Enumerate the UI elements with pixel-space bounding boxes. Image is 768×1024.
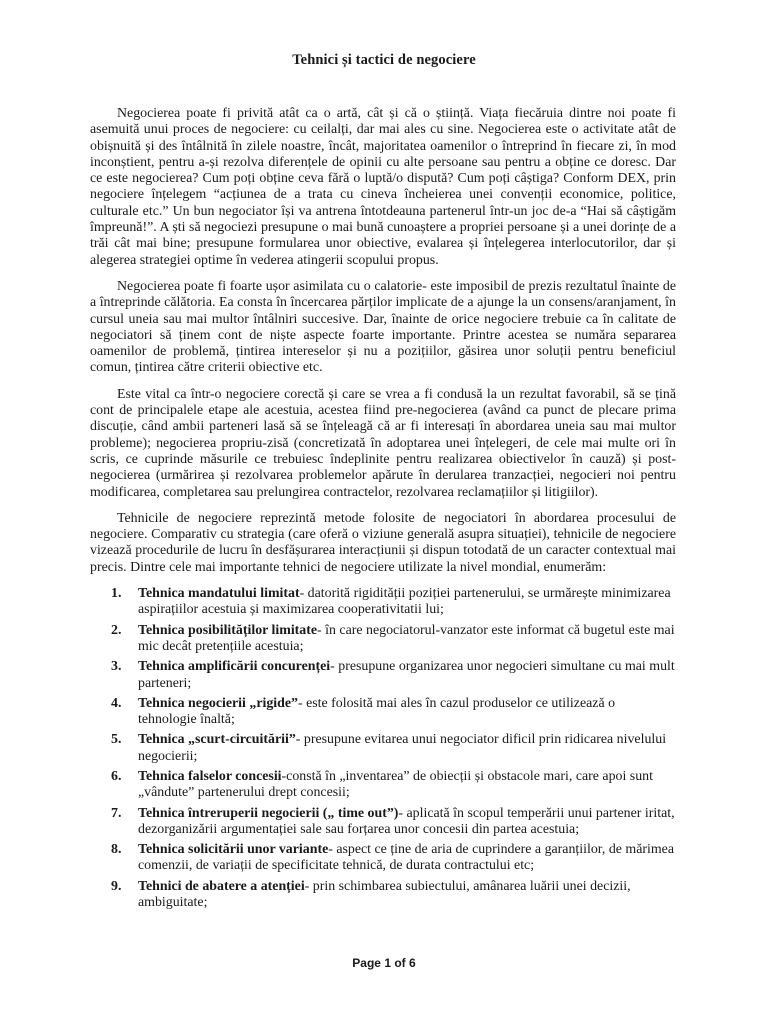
of-word: of — [394, 956, 406, 970]
document-title: Tehnici și tactici de negociere — [292, 52, 476, 68]
list-item — [111, 586, 676, 619]
list-item-number: 1. — [111, 586, 122, 602]
paragraph-2: Negocierea poate fi foarte ușor asimilata cu o calatorie- este imposibil de prezis rezultatul înainte de a întreprinde călătoria. Ea consta în încercarea părților implicate de a ajunge la un consens/aranjament, în cursul uneia sau mai multor întâlniri succesive. Dar, înainte de orice negociere trebuie ca în calitate de negociatori să ținem cont de niște aspecte foarte importante. Printre acestea se număra separarea oamenilor de problemă, țintirea intereselor și nu a pozițiilor, găsirea unor soluții pentru beneficiul comun, țintirea către criterii obiective etc. — [90, 278, 676, 376]
list-item-description: - datorită rigidității poziției partenerului, se urmărește minimizarea aspirațiilor acestuia și maximizarea cooperativitatii lui; — [138, 586, 671, 618]
list-item — [111, 769, 676, 802]
list-item-number: 8. — [111, 842, 122, 858]
list-item — [111, 732, 676, 765]
list-item-number: 4. — [111, 695, 122, 711]
list-item-term: Tehnica întreruperii negocierii („ time out”) — [138, 805, 399, 821]
list-item-number: 2. — [111, 622, 122, 638]
list-item-description: - aspect ce ține de aria de cuprindere a garanțiilor, de mărimea comenzii, de variații de specificitate tehnică, de durata contractului etc; — [138, 842, 674, 874]
list-item-number: 3. — [111, 659, 122, 675]
list-item-term: Tehnici de abatere a atenției — [138, 878, 305, 894]
list-item-description: - este folosită mai ales în cazul produselor ce utilizează o tehnologie înaltă; — [138, 695, 616, 728]
list-item — [111, 842, 676, 875]
page-number — [352, 956, 415, 970]
list-item-description: - prin schimbarea subiectului, amânarea luării unei decizii, ambiguitate; — [138, 878, 631, 911]
list-item-term: Tehnica „scurt-circuitării” — [138, 732, 296, 748]
techniques-list — [90, 586, 676, 911]
paragraph-3: Este vital ca într-o negociere corectă și care se vrea a fi condusă la un rezultat favorabil, să se țină cont de principalele etape ale acestuia, acestea fiind pre-negocierea (având ca punct de plecare prima discuție, când ambii parteneri lasă să se înțeleagă că ar fi interesați în abordarea uneia sau mai multor probleme); negocierea propriu-zisă (concretizată în adoptarea unei înțelegeri, de cele mai multe ori în scris, ce cuprinde măsurile ce trebuiesc îndeplinite pentru realizarea obiectivelor în cauză) și post-negocierea (urmărirea și rezolvarea problemelor apărute în derularea tranzacției, negocieri noi pentru modificarea, completarea sau prelungirea contractelor, rezolvarea reclamațiilor și litigiilor). — [90, 386, 676, 500]
page-word: Page — [352, 956, 381, 970]
list-item-term: Tehnica falselor concesii — [138, 768, 282, 784]
list-item-description: - aplicată în scopul temperării unui partener iritat, dezorganizării argumentației sale sau forțarea unor concesii din partea acestuia; — [138, 805, 675, 837]
list-item-number: 6. — [111, 768, 122, 784]
list-item-description: - presupune organizarea unor negocieri simultane cu mai mult parteneri; — [138, 659, 675, 691]
current-page: 1 — [384, 956, 391, 970]
list-item-term: Tehnica amplificării concurenței — [138, 659, 331, 675]
total-pages: 6 — [409, 956, 416, 970]
list-item — [111, 696, 676, 729]
list-item-term: Tehnica posibilităților limitate — [138, 622, 318, 638]
list-item-term: Tehnica negocierii „rigide” — [138, 695, 298, 711]
document-body — [90, 106, 676, 915]
paragraph-4: Tehnicile de negociere reprezintă metode folosite de negociatori în abordarea procesului de negociere. Comparativ cu strategia (care oferă o viziune generală asupra situației), tehnicile de negociere vizează procedurile de lucru în desfășurarea interacțiunii și dispun totodată de un caracter contextual mai precis. Dintre cele mai importante tehnici de negociere utilizate la nivel mondial, enumerăm: — [90, 510, 676, 575]
list-item-term: Tehnica solicitării unor variante — [138, 842, 329, 858]
list-item — [111, 659, 676, 692]
list-item-description: -constă în „inventarea” de obiecții și obstacole mari, care apoi sunt „vândute” partenerului drept concesii; — [138, 768, 653, 801]
list-item — [111, 879, 676, 912]
list-item-number: 7. — [111, 805, 122, 821]
list-item-term: Tehnica mandatului limitat — [138, 586, 300, 602]
page-footer — [0, 956, 768, 970]
list-item — [111, 806, 676, 839]
paragraph-1: Negocierea poate fi privită atât ca o artă, cât și că o știință. Viața fiecăruia dintre noi poate fi asemuită unui proces de negociere: cu ceilalți, dar mai ales cu sine. Negocierea este o activitate atât de obișnuită și des întâlnită în zilele noastre, încât, majoritatea oamenilor o întreprind în fiecare zi, în mod inconștient, pentru a-și rezolva diferențele de opinii cu alte persoane sau pentru a obține ce doresc. Dar ce este negocierea? Cum poți obține ceva fără o luptă/o dispută? Cum poți câștiga? Conform DEX, prin negociere înțelegem “acțiunea de a trata cu cineva încheierea unei convenții economice, politice, culturale etc.” Un bun negociator își va antrena întotdeauna partenerul într-un joc de-a “Hai să câștigăm împreună!”. A ști să negociezi presupune o mai bună cunoaștere a propriei persoane și a unei dorințe de a trăi cât mai bine; presupune formularea unor obiective, evalarea și înțelegerea interlocutorilor, dar și alegerea strategiei optime în vederea atingerii scopului propus. — [90, 106, 676, 268]
list-item-number: 9. — [111, 878, 122, 894]
list-item-description: - presupune evitarea unui negociator dificil prin ridicarea nivelului negocierii; — [138, 732, 667, 764]
list-item-number: 5. — [111, 732, 122, 748]
list-item-description: - în care negociatorul-vanzator este informat că bugetul este mai mic decât pretențiile acestuia; — [138, 622, 675, 654]
list-item — [111, 623, 676, 656]
